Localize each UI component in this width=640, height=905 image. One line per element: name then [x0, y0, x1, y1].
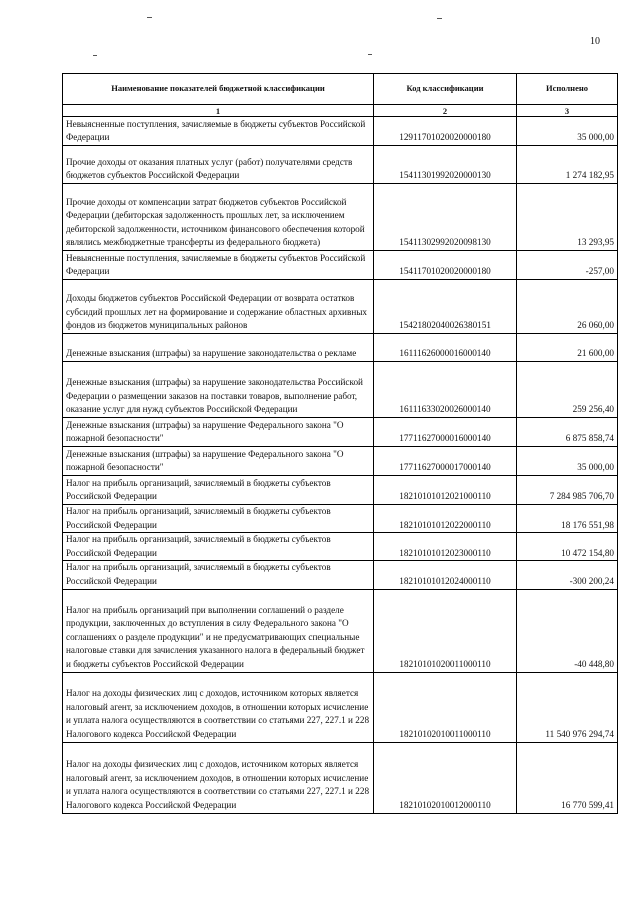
row-amount: 1 274 182,95	[517, 146, 618, 184]
table-row	[63, 447, 618, 476]
table-row	[63, 146, 618, 184]
row-amount: 21 600,00	[517, 334, 618, 362]
header-amount: Исполнено	[517, 74, 618, 105]
row-name: Невыясненные поступления, зачисляемые в бюджеты субъектов Российской Федерации	[63, 251, 374, 280]
row-amount: 7 284 985 706,70	[517, 476, 618, 505]
table-row	[63, 334, 618, 362]
table-row	[63, 251, 618, 280]
table-row	[63, 418, 618, 447]
table-row	[63, 505, 618, 533]
row-name: Налог на прибыль организаций, зачисляемый в бюджеты субъектов Российской Федерации	[63, 476, 374, 505]
row-code: 18210102010012000110	[374, 742, 517, 813]
table-row	[63, 280, 618, 334]
row-code: 18210101020011000110	[374, 589, 517, 672]
column-number-row	[63, 105, 618, 117]
row-code: 12911701020020000180	[374, 117, 517, 146]
row-name: Доходы бюджетов субъектов Российской Федерации от возврата остатков субсидий прошлых лет на формирование и содержание областных архивных фондов из бюджетов муниципальных районов	[63, 280, 374, 334]
table-row	[63, 561, 618, 589]
row-code: 17711627000016000140	[374, 418, 517, 447]
row-name: Налог на прибыль организаций, зачисляемый в бюджеты субъектов Российской Федерации	[63, 505, 374, 533]
row-name: Налог на доходы физических лиц с доходов, источником которых является налоговый агент, за исключением доходов, в отношении которых исчисление и уплата налога осуществляются в соответствии со статьями 227, 227.1 и 228 Налогового кодекса Российской Федерации	[63, 742, 374, 813]
row-amount: 16 770 599,41	[517, 742, 618, 813]
scan-speck	[437, 18, 442, 19]
row-code: 18210101012022000110	[374, 505, 517, 533]
row-code: 16111633020026000140	[374, 362, 517, 418]
row-code: 16111626000016000140	[374, 334, 517, 362]
table-row	[63, 589, 618, 672]
table-row	[63, 362, 618, 418]
column-number: 2	[374, 105, 517, 117]
row-amount: 35 000,00	[517, 447, 618, 476]
page-number: 10	[590, 36, 600, 47]
table-row	[63, 117, 618, 146]
row-amount: 11 540 976 294,74	[517, 672, 618, 742]
row-name: Прочие доходы от компенсации затрат бюджетов субъектов Российской Федерации (дебиторская задолженность прошлых лет, за исключением дебиторской задолженности, источником финансового обеспечения которой являлись межбюджетные трансферты из федерального бюджета)	[63, 184, 374, 251]
column-number: 1	[63, 105, 374, 117]
row-name: Денежные взыскания (штрафы) за нарушение законодательства о рекламе	[63, 334, 374, 362]
row-name: Налог на прибыль организаций при выполнении соглашений о разделе продукции, заключенных до вступления в силу Федерального закона "О соглашениях о разделе продукции" и не предусматривающих специальные налоговые ставки для зачисления указанного налога в федеральный бюджет и бюджеты субъектов Российской Федерации	[63, 589, 374, 672]
row-name: Невыясненные поступления, зачисляемые в бюджеты субъектов Российской Федерации	[63, 117, 374, 146]
row-name: Налог на доходы физических лиц с доходов, источником которых является налоговый агент, за исключением доходов, в отношении которых исчисление и уплата налога осуществляются в соответствии со статьями 227, 227.1 и 228 Налогового кодекса Российской Федерации	[63, 672, 374, 742]
scan-speck	[147, 17, 152, 18]
row-amount: 26 060,00	[517, 280, 618, 334]
scan-speck	[368, 54, 372, 55]
table-row	[63, 672, 618, 742]
row-amount: 18 176 551,98	[517, 505, 618, 533]
row-amount: 35 000,00	[517, 117, 618, 146]
row-name: Налог на прибыль организаций, зачисляемый в бюджеты субъектов Российской Федерации	[63, 533, 374, 561]
row-amount: -40 448,80	[517, 589, 618, 672]
table-header-row	[63, 74, 618, 105]
row-name: Денежные взыскания (штрафы) за нарушение законодательства Российской Федерации о размещении заказов на поставки товаров, выполнение работ, оказание услуг для нужд субъектов Российской Федерации	[63, 362, 374, 418]
scan-speck	[93, 55, 97, 56]
row-amount: -257,00	[517, 251, 618, 280]
row-code: 15411302992020098130	[374, 184, 517, 251]
header-name: Наименование показателей бюджетной классификации	[63, 74, 374, 105]
row-name: Денежные взыскания (штрафы) за нарушение Федерального закона "О пожарной безопасности"	[63, 418, 374, 447]
row-code: 15411301992020000130	[374, 146, 517, 184]
row-name: Денежные взыскания (штрафы) за нарушение Федерального закона "О пожарной безопасности"	[63, 447, 374, 476]
row-name: Прочие доходы от оказания платных услуг (работ) получателями средств бюджетов субъектов Российской Федерации	[63, 146, 374, 184]
column-number: 3	[517, 105, 618, 117]
table-row	[63, 742, 618, 813]
row-code: 15421802040026380151	[374, 280, 517, 334]
row-amount: 13 293,95	[517, 184, 618, 251]
budget-table	[62, 73, 618, 814]
row-code: 18210101012021000110	[374, 476, 517, 505]
row-code: 18210101012024000110	[374, 561, 517, 589]
row-code: 17711627000017000140	[374, 447, 517, 476]
row-name: Налог на прибыль организаций, зачисляемый в бюджеты субъектов Российской Федерации	[63, 561, 374, 589]
row-amount: 259 256,40	[517, 362, 618, 418]
row-code: 18210102010011000110	[374, 672, 517, 742]
table-row	[63, 533, 618, 561]
header-code: Код классификации	[374, 74, 517, 105]
row-code: 18210101012023000110	[374, 533, 517, 561]
row-amount: 6 875 858,74	[517, 418, 618, 447]
row-amount: 10 472 154,80	[517, 533, 618, 561]
row-code: 15411701020020000180	[374, 251, 517, 280]
table-row	[63, 476, 618, 505]
row-amount: -300 200,24	[517, 561, 618, 589]
table-row	[63, 184, 618, 251]
